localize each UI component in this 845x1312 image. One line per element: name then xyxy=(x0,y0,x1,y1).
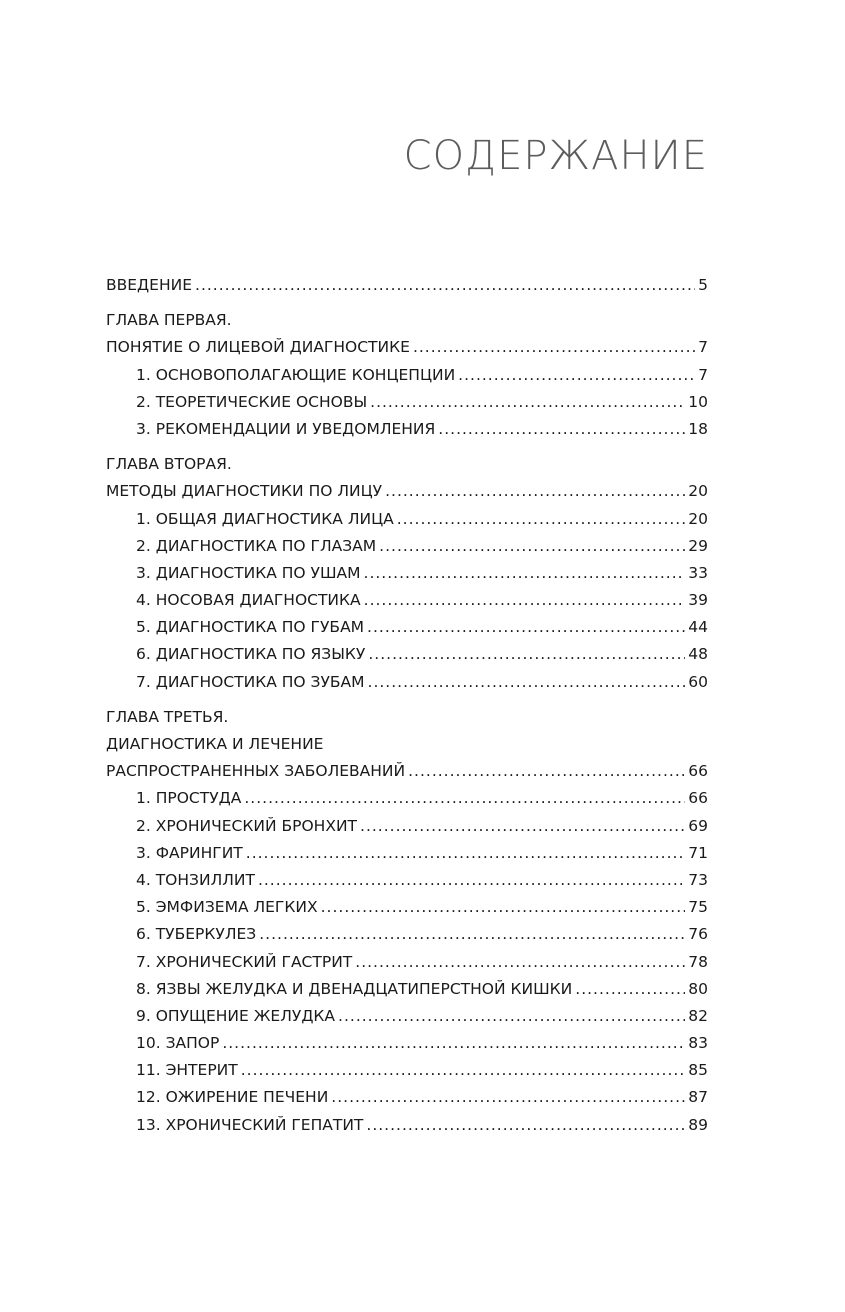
toc-page-number: 76 xyxy=(688,925,708,944)
toc-entry[interactable] xyxy=(106,813,708,840)
toc-entry[interactable] xyxy=(106,641,708,668)
toc-entry[interactable] xyxy=(106,669,708,696)
dot-leader xyxy=(355,949,685,976)
toc-page-number: 20 xyxy=(688,482,708,501)
toc-entry[interactable] xyxy=(106,867,708,894)
toc-page-number: 80 xyxy=(688,979,708,998)
toc-page-number: 39 xyxy=(688,591,708,610)
toc-entry[interactable] xyxy=(106,389,708,416)
table-of-contents xyxy=(106,272,708,1139)
toc-page-number: 44 xyxy=(688,618,708,637)
toc-page-number: 60 xyxy=(688,672,708,691)
toc-entry[interactable] xyxy=(106,1003,708,1030)
toc-entry[interactable] xyxy=(106,1030,708,1057)
dot-leader xyxy=(438,416,685,443)
toc-entry-label: 1. ПРОСТУДА xyxy=(136,789,242,808)
toc-page-number: 20 xyxy=(688,509,708,528)
dot-leader xyxy=(413,334,695,361)
dot-leader xyxy=(364,587,686,614)
dot-leader xyxy=(258,867,685,894)
toc-entry-label: 4. НОСОВАЯ ДИАГНОСТИКА xyxy=(136,591,361,610)
toc-entry[interactable] xyxy=(106,533,708,560)
toc-entry-label: 13. ХРОНИЧЕСКИЙ ГЕПАТИТ xyxy=(136,1115,364,1134)
toc-entry-label: 3. РЕКОМЕНДАЦИИ И УВЕДОМЛЕНИЯ xyxy=(136,419,436,438)
toc-page-number: 5 xyxy=(698,276,708,294)
toc-page-number: 73 xyxy=(688,870,708,889)
toc-entry-label: 9. ОПУЩЕНИЕ ЖЕЛУДКА xyxy=(136,1006,336,1025)
toc-entry[interactable] xyxy=(106,614,708,641)
toc-entry-label: 8. ЯЗВЫ ЖЕЛУДКА И ДВЕНАДЦАТИПЕРСТНОЙ КИШКИ xyxy=(136,979,573,998)
toc-entry-label: 2. ХРОНИЧЕСКИЙ БРОНХИТ xyxy=(136,816,358,835)
toc-entry[interactable] xyxy=(106,560,708,587)
dot-leader xyxy=(575,976,685,1003)
dot-leader xyxy=(321,894,686,921)
dot-leader xyxy=(241,1057,686,1084)
toc-page-number: 48 xyxy=(688,645,708,664)
dot-leader xyxy=(360,813,685,840)
dot-leader xyxy=(364,560,686,587)
toc-entry-label: 6. ДИАГНОСТИКА ПО ЯЗЫКУ xyxy=(136,645,366,664)
toc-entry[interactable] xyxy=(106,921,708,948)
toc-entry-label: 7. ДИАГНОСТИКА ПО ЗУБАМ xyxy=(136,672,365,691)
toc-entry[interactable] xyxy=(106,1112,708,1139)
chapter-heading: ГЛАВА ТРЕТЬЯ. xyxy=(106,707,229,726)
dot-leader xyxy=(259,921,685,948)
dot-leader xyxy=(331,1084,685,1111)
toc-page-number: 7 xyxy=(698,365,708,384)
toc-entry-label: 6. ТУБЕРКУЛЕЗ xyxy=(136,925,257,944)
toc-page-number: 18 xyxy=(688,419,708,438)
chapter-heading: ГЛАВА ПЕРВАЯ. xyxy=(106,311,232,330)
page-title: СОДЕРЖАНИЕ xyxy=(403,133,708,179)
dot-leader xyxy=(408,758,685,785)
toc-page-number: 69 xyxy=(688,816,708,835)
toc-entry-label: 1. ОСНОВОПОЛАГАЮЩИЕ КОНЦЕПЦИИ xyxy=(136,365,456,384)
toc-entry-label: МЕТОДЫ ДИАГНОСТИКИ ПО ЛИЦУ xyxy=(106,482,383,501)
dot-leader xyxy=(222,1030,685,1057)
dot-leader xyxy=(397,506,686,533)
toc-entry[interactable] xyxy=(106,506,708,533)
dot-leader xyxy=(366,1112,685,1139)
toc-entry-label: 12. ОЖИРЕНИЕ ПЕЧЕНИ xyxy=(136,1088,329,1107)
toc-entry-label: 5. ДИАГНОСТИКА ПО ГУБАМ xyxy=(136,618,365,637)
toc-page-number: 75 xyxy=(688,898,708,917)
toc-page-number: 78 xyxy=(688,952,708,971)
toc-page-number: 89 xyxy=(688,1115,708,1134)
dot-leader xyxy=(195,272,695,299)
toc-entry-label: 1. ОБЩАЯ ДИАГНОСТИКА ЛИЦА xyxy=(136,509,394,528)
chapter-title-line: ДИАГНОСТИКА И ЛЕЧЕНИЕ xyxy=(106,735,324,753)
toc-entry[interactable] xyxy=(106,587,708,614)
toc-entry-label: 11. ЭНТЕРИТ xyxy=(136,1061,238,1080)
dot-leader xyxy=(368,641,685,668)
dot-leader xyxy=(244,785,685,812)
toc-entry[interactable] xyxy=(106,362,708,389)
toc-page-number: 71 xyxy=(688,843,708,862)
toc-entry[interactable] xyxy=(106,976,708,1003)
toc-entry-label: РАСПРОСТРАНЕННЫХ ЗАБОЛЕВАНИЙ xyxy=(106,762,406,781)
toc-entry-chapter1[interactable] xyxy=(106,334,708,361)
toc-entry-label: 3. ФАРИНГИТ xyxy=(136,843,243,862)
toc-entry[interactable] xyxy=(106,785,708,812)
toc-entry[interactable] xyxy=(106,894,708,921)
toc-page-number: 33 xyxy=(688,563,708,582)
toc-page-number: 87 xyxy=(688,1088,708,1107)
toc-entry-chapter2[interactable] xyxy=(106,478,708,505)
toc-page-number: 10 xyxy=(688,392,708,411)
dot-leader xyxy=(370,389,685,416)
toc-entry[interactable] xyxy=(106,1084,708,1111)
chapter-heading: ГЛАВА ВТОРАЯ. xyxy=(106,455,232,474)
toc-page-number: 7 xyxy=(698,338,708,357)
toc-entry-label: ВВЕДЕНИЕ xyxy=(106,276,193,294)
toc-entry-chapter3[interactable] xyxy=(106,758,708,785)
toc-entry[interactable] xyxy=(106,840,708,867)
dot-leader xyxy=(458,362,695,389)
dot-leader xyxy=(367,614,685,641)
dot-leader xyxy=(368,669,686,696)
dot-leader xyxy=(246,840,685,867)
toc-entry-label: 5. ЭМФИЗЕМА ЛЕГКИХ xyxy=(136,898,318,917)
toc-entry-label: 3. ДИАГНОСТИКА ПО УШАМ xyxy=(136,563,361,582)
toc-entry[interactable] xyxy=(106,949,708,976)
dot-leader xyxy=(379,533,685,560)
toc-page-number: 82 xyxy=(688,1006,708,1025)
toc-entry[interactable] xyxy=(106,1057,708,1084)
toc-page-number: 83 xyxy=(688,1034,708,1053)
toc-page-number: 66 xyxy=(688,789,708,808)
dot-leader xyxy=(385,478,685,505)
toc-entry-label: 2. ДИАГНОСТИКА ПО ГЛАЗАМ xyxy=(136,536,377,555)
toc-entry-label: 10. ЗАПОР xyxy=(136,1034,220,1053)
dot-leader xyxy=(338,1003,685,1030)
toc-entry-label: 2. ТЕОРЕТИЧЕСКИЕ ОСНОВЫ xyxy=(136,392,368,411)
toc-page-number: 66 xyxy=(688,762,708,781)
toc-entry[interactable] xyxy=(106,416,708,443)
toc-entry-intro[interactable] xyxy=(106,272,708,299)
toc-entry-label: 4. ТОНЗИЛЛИТ xyxy=(136,870,255,889)
toc-page-number: 29 xyxy=(688,536,708,555)
toc-entry-label: 7. ХРОНИЧЕСКИЙ ГАСТРИТ xyxy=(136,952,353,971)
toc-page-number: 85 xyxy=(688,1061,708,1080)
toc-entry-label: ПОНЯТИЕ О ЛИЦЕВОЙ ДИАГНОСТИКЕ xyxy=(106,338,410,357)
